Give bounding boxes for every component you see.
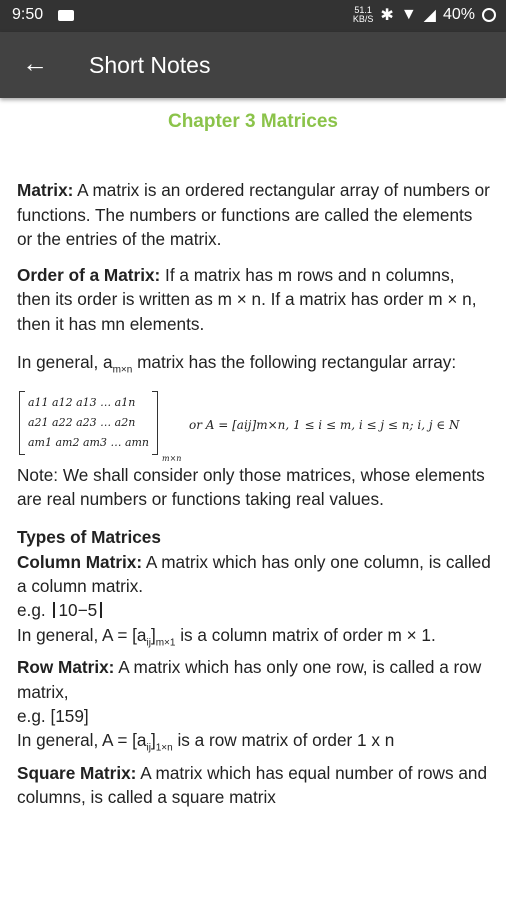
general-matrix-formula	[17, 391, 492, 463]
status-bar	[0, 0, 506, 32]
row-matrix-example: e.g. [159]	[17, 705, 89, 726]
clock: 9:50	[12, 6, 44, 23]
matrix-row: am1 am2 am3 … amn	[28, 435, 150, 449]
wifi-icon: ▼	[400, 6, 417, 23]
types-heading: Types of Matrices	[17, 527, 161, 548]
square-matrix-definition: Square Matrix: A matrix which has equal number of rows and columns, is called a square matrix	[17, 762, 488, 808]
general-form-text: In general, $a_{m\times n}$ matrix has the following rectangular array:	[17, 352, 457, 376]
row-matrix-general: In general, $A = [a_{ij}]_{1\times n}$ is a row matrix of order 1 x n	[17, 730, 395, 754]
signal-icon: ◢	[423, 7, 436, 24]
order-definition: Order of a Matrix: If a matrix has m rows and n columns, then its order is written as m × n. If a matrix has order m × n, then it has mn elements.	[17, 265, 477, 334]
app-bar	[0, 32, 506, 98]
battery-percent: 40%	[442, 6, 475, 23]
matrix-row: a21 a22 a23 … a2n	[28, 415, 136, 429]
column-matrix-general: In general, $A = [a_{ij}]_{m\times 1}$ is a column matrix of order m × 1.	[17, 624, 436, 649]
matrix-bracket	[19, 391, 158, 455]
matrix-notation: or A = [aij]m×n, 1 ≤ i ≤ m, i ≤ j ≤ n; i, j ∈ N	[189, 417, 460, 432]
matrix-order-subscript: m×n	[162, 453, 182, 463]
page-title: Short Notes	[89, 52, 211, 78]
battery-icon	[482, 8, 496, 22]
note-text: Note: We shall consider only those matrices, whose elements are real numbers or functions taking real values.	[17, 464, 485, 510]
row-matrix-definition: Row Matrix: A matrix which has only one row, is called a row matrix,	[17, 657, 482, 702]
chapter-title: Chapter 3 Matrices	[167, 111, 338, 132]
message-notification-icon	[58, 10, 74, 21]
notes-content	[17, 98, 492, 810]
column-matrix: 10−5	[53, 602, 102, 618]
matrix-row: a11 a12 a13 … a1n	[28, 395, 136, 409]
status-icons	[353, 5, 496, 25]
back-arrow-icon[interactable]: ←	[22, 48, 48, 78]
column-matrix-definition: Column Matrix: A matrix which has only one column, is called a column matrix.	[17, 551, 491, 596]
matrix-definition: Matrix: A matrix is an ordered rectangular array of numbers or functions. The numbers or functions are called the elements or the entries of the matrix.	[17, 180, 490, 249]
network-speed: 51.1 KB/S	[352, 5, 374, 24]
column-matrix-example: e.g. 10−5	[17, 598, 492, 622]
bluetooth-icon: ✱	[380, 7, 394, 24]
